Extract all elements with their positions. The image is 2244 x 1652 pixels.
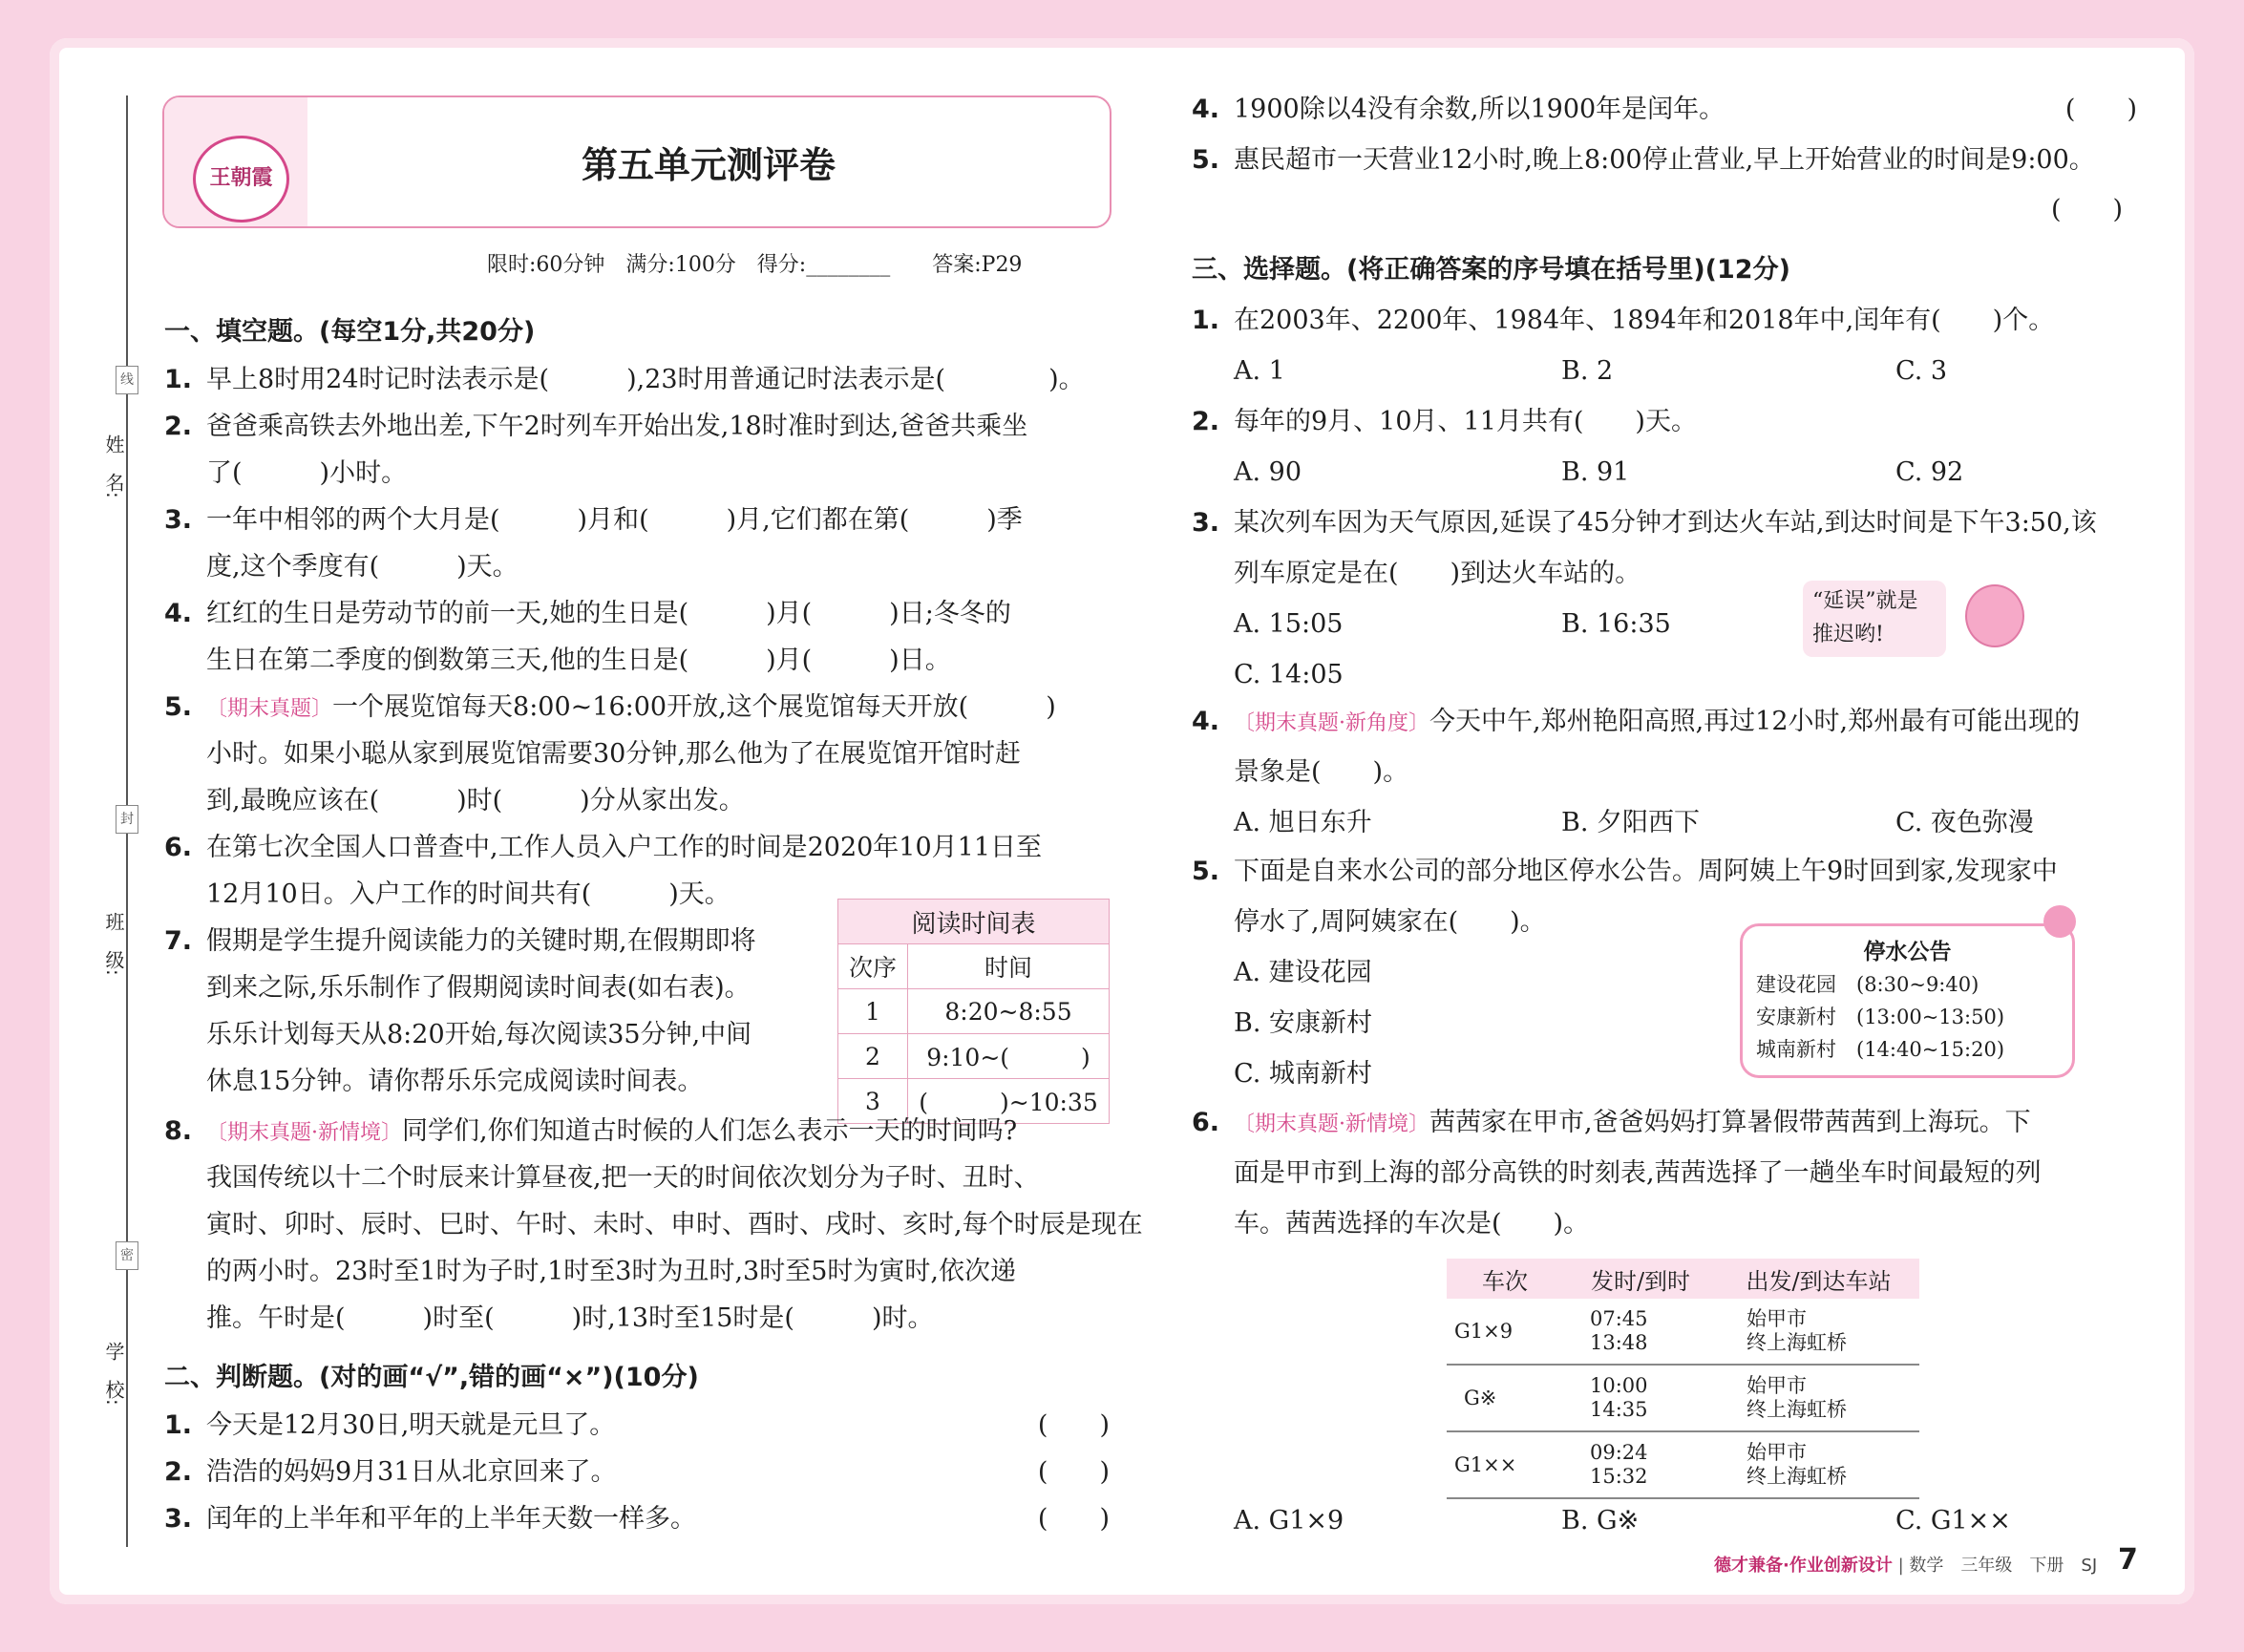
option: C. 92 (1895, 457, 1964, 487)
binding-mark-xian: 线 (116, 366, 138, 394)
judge-item: 3. 闰年的上半年和平年的上半年天数一样多。 ( ) (164, 1504, 1110, 1534)
s1-line: 生日在第二季度的倒数第三天,他的生日是( )月( )日。 (206, 646, 951, 675)
q7-line: 休息15分钟。请你帮乐乐完成阅读时间表。 (206, 1067, 704, 1096)
mascot-icon (1965, 584, 2024, 647)
q8-line: 的两小时。23时至1时为子时,1时至3时为丑时,3时至5时为寅时,依次递 (206, 1257, 1016, 1286)
s1-line: 了( )小时。 (206, 458, 408, 488)
page-title: 第五单元测评卷 (581, 144, 836, 186)
judge-item: 4. 1900除以4没有余数,所以1900年是闰年。 ( ) (1192, 95, 2137, 124)
binding-mark-mi: 密 (116, 1241, 138, 1270)
exam-tag: 〔期末真题〕 (206, 697, 333, 721)
judge-item: 5. 惠民超市一天营业12小时,晚上8:00停止营业,早上开始营业的时间是9:00。 (1192, 145, 2095, 175)
q6-line: 6. 在第七次全国人口普查中,工作人员入户工作的时间是2020年10月11日至 (164, 833, 1043, 862)
choice-q3: 3. 某次列车因为天气原因,延误了45分钟才到达火车站,到达时间是下午3:50,该 (1192, 508, 2097, 538)
option: A. 旭日东升 (1234, 808, 1372, 837)
binding-mark-feng: 封 (116, 805, 138, 834)
footer-subject: 数学 三年级 下册 SJ (1909, 1556, 2098, 1576)
q5-line: 到,最晚应该在( )时( )分从家出发。 (206, 786, 745, 815)
option: C. 3 (1895, 356, 1948, 386)
table-row: G※ 10:00 14:35 始甲市 终上海虹桥 (1447, 1365, 1919, 1431)
notice-title: 停水公告 (1863, 940, 1952, 964)
option: A. 1 (1234, 356, 1285, 386)
s1-line: 3. 一年中相邻的两个大月是( )月和( )月,它们都在第( )季 (164, 505, 1023, 535)
table-row: G1×9 07:45 13:48 始甲市 终上海虹桥 (1447, 1299, 1919, 1365)
q8-line: 寅时、卯时、辰时、巳时、午时、未时、申时、酉时、戌时、亥时,每个时辰是现在 (206, 1210, 1143, 1239)
footer: 德才兼备·作业创新设计 | 数学 三年级 下册 SJ (1714, 1556, 2098, 1576)
logo: 王朝霞 (193, 136, 289, 222)
class-label: 班 级: (102, 912, 125, 976)
section1-title: 一、填空题。(每空1分,共20分) (164, 317, 536, 347)
option: B. 91 (1561, 457, 1630, 487)
notice-row: 安康新村 (13:00~13:50) (1756, 1006, 2005, 1028)
s1-line: 4. 红红的生日是劳动节的前一天,她的生日是( )月( )日;冬冬的 (164, 599, 1011, 628)
table-row: 2 9:10~( ) (838, 1034, 1110, 1079)
water-notice (1740, 923, 2075, 1078)
option: C. 14:05 (1234, 660, 1344, 689)
choice-q6-line: 面是甲市到上海的部分高铁的时刻表,茜茜选择了一趟坐车时间最短的列 (1234, 1158, 2042, 1188)
tip-bubble: “延误”就是 推迟哟! (1803, 581, 1946, 657)
s1-line: 度,这个季度有( )天。 (206, 552, 519, 582)
choice-q5-line: 停水了,周阿姨家在( )。 (1234, 907, 1546, 937)
q8-line: 8. 〔期末真题·新情境〕同学们,你们知道古时候的人们怎么表示一天的时间吗? (164, 1116, 1018, 1146)
header-box (162, 95, 1111, 228)
option: C. 城南新村 (1234, 1059, 1372, 1089)
choice-q3-line: 列车原定是在( )到达火车站的。 (1234, 559, 1641, 588)
section2-title: 二、判断题。(对的画“√”,错的画“×”)(10分) (164, 1363, 699, 1392)
option: C. G1×× (1895, 1506, 2011, 1536)
q7-line: 7. 假期是学生提升阅读能力的关键时期,在假期即将 (164, 926, 756, 956)
notice-row: 建设花园 (8:30~9:40) (1756, 973, 1979, 996)
q6-line: 12月10日。入户工作的时间共有( )天。 (206, 879, 730, 909)
s1-line: 1. 早上8时用24时记时法表示是( ),23时用普通记时法表示是( )。 (164, 365, 1085, 394)
option: C. 夜色弥漫 (1895, 808, 2034, 837)
page-number: 7 (2118, 1543, 2138, 1577)
q8-line: 推。午时是( )时至( )时,13时至15时是( )时。 (206, 1303, 934, 1333)
test-meta: 限时:60分钟 满分:100分 得分:________ 答案:P29 (487, 253, 1023, 277)
table-row: 3 ( )~10:35 (838, 1079, 1110, 1124)
train-timetable: 车次 发时/到时 出发/到达车站 G1×9 07:45 13:48 始甲市 终上海虹桥 G※ 10:00 14:35 始甲市 终上海虹桥 G1×× 09:24 15:32 始甲市 终上海虹桥 (1447, 1259, 1919, 1499)
exam-tag: 〔期末真题·新情境〕 (206, 1121, 402, 1145)
option: B. 安康新村 (1234, 1008, 1373, 1038)
option: B. 16:35 (1561, 609, 1671, 639)
option: B. 2 (1561, 356, 1614, 386)
q8-line: 我国传统以十二个时辰来计算昼夜,把一天的时间依次划分为子时、丑时、 (206, 1163, 1040, 1193)
section3-title: 三、选择题。(将正确答案的序号填在括号里)(12分) (1192, 255, 1790, 285)
q5-line: 小时。如果小聪从家到展览馆需要30分钟,那么他为了在展览馆开馆时赶 (206, 739, 1021, 769)
table-caption: 阅读时间表 (838, 900, 1110, 944)
choice-q6-line: 车。茜茜选择的车次是( )。 (1234, 1209, 1590, 1239)
exam-tag: 〔期末真题·新情境〕 (1234, 1112, 1429, 1136)
footer-brand: 德才兼备·作业创新设计 (1714, 1556, 1893, 1576)
judge-blank: ( ) (2051, 195, 2124, 224)
q5-line: 5. 〔期末真题〕一个展览馆每天8:00~16:00开放,这个展览馆每天开放( ) (164, 692, 1056, 722)
table-row: G1×× 09:24 15:32 始甲市 终上海虹桥 (1447, 1431, 1919, 1498)
table-row: 1 8:20~8:55 (838, 989, 1110, 1034)
option: B. G※ (1561, 1506, 1640, 1536)
choice-q6: 6. 〔期末真题·新情境〕茜茜家在甲市,爸爸妈妈打算暑假带茜茜到上海玩。下 (1192, 1108, 2031, 1137)
choice-q4: 4. 〔期末真题·新角度〕今天中午,郑州艳阳高照,再过12小时,郑州最有可能出现的 (1192, 707, 2081, 736)
megaphone-icon (2043, 905, 2076, 938)
notice-row: 城南新村 (14:40~15:20) (1756, 1038, 2005, 1061)
choice-q2: 2. 每年的9月、10月、11月共有( )天。 (1192, 407, 1697, 436)
judge-item: 1. 今天是12月30日,明天就是元旦了。 ( ) (164, 1410, 1110, 1440)
option: B. 夕阳西下 (1561, 808, 1701, 837)
q7-line: 到来之际,乐乐制作了假期阅读时间表(如右表)。 (206, 973, 751, 1003)
option: A. 90 (1234, 457, 1302, 487)
choice-q5: 5. 下面是自来水公司的部分地区停水公告。周阿姨上午9时回到家,发现家中 (1192, 857, 2058, 886)
school-label: 学 校: (102, 1342, 125, 1406)
q7-line: 乐乐计划每天从8:20开始,每次阅读35分钟,中间 (206, 1020, 752, 1049)
choice-q4-line: 景象是( )。 (1234, 757, 1409, 787)
reading-time-table: 阅读时间表 次序 时间 1 8:20~8:55 2 9:10~( ) 3 ( )~10:35 (837, 899, 1110, 1124)
name-label: 姓 名: (102, 434, 125, 498)
option: A. G1×9 (1234, 1506, 1344, 1536)
choice-q1: 1. 在2003年、2200年、1984年、1894年和2018年中,闰年有( )个。 (1192, 306, 2055, 335)
s1-line: 2. 爸爸乘高铁去外地出差,下午2时列车开始出发,18时准时到达,爸爸共乘坐 (164, 412, 1028, 441)
option: A. 15:05 (1234, 609, 1344, 639)
exam-tag: 〔期末真题·新角度〕 (1234, 711, 1429, 735)
judge-item: 2. 浩浩的妈妈9月31日从北京回来了。 ( ) (164, 1457, 1110, 1487)
option: A. 建设花园 (1234, 958, 1372, 987)
